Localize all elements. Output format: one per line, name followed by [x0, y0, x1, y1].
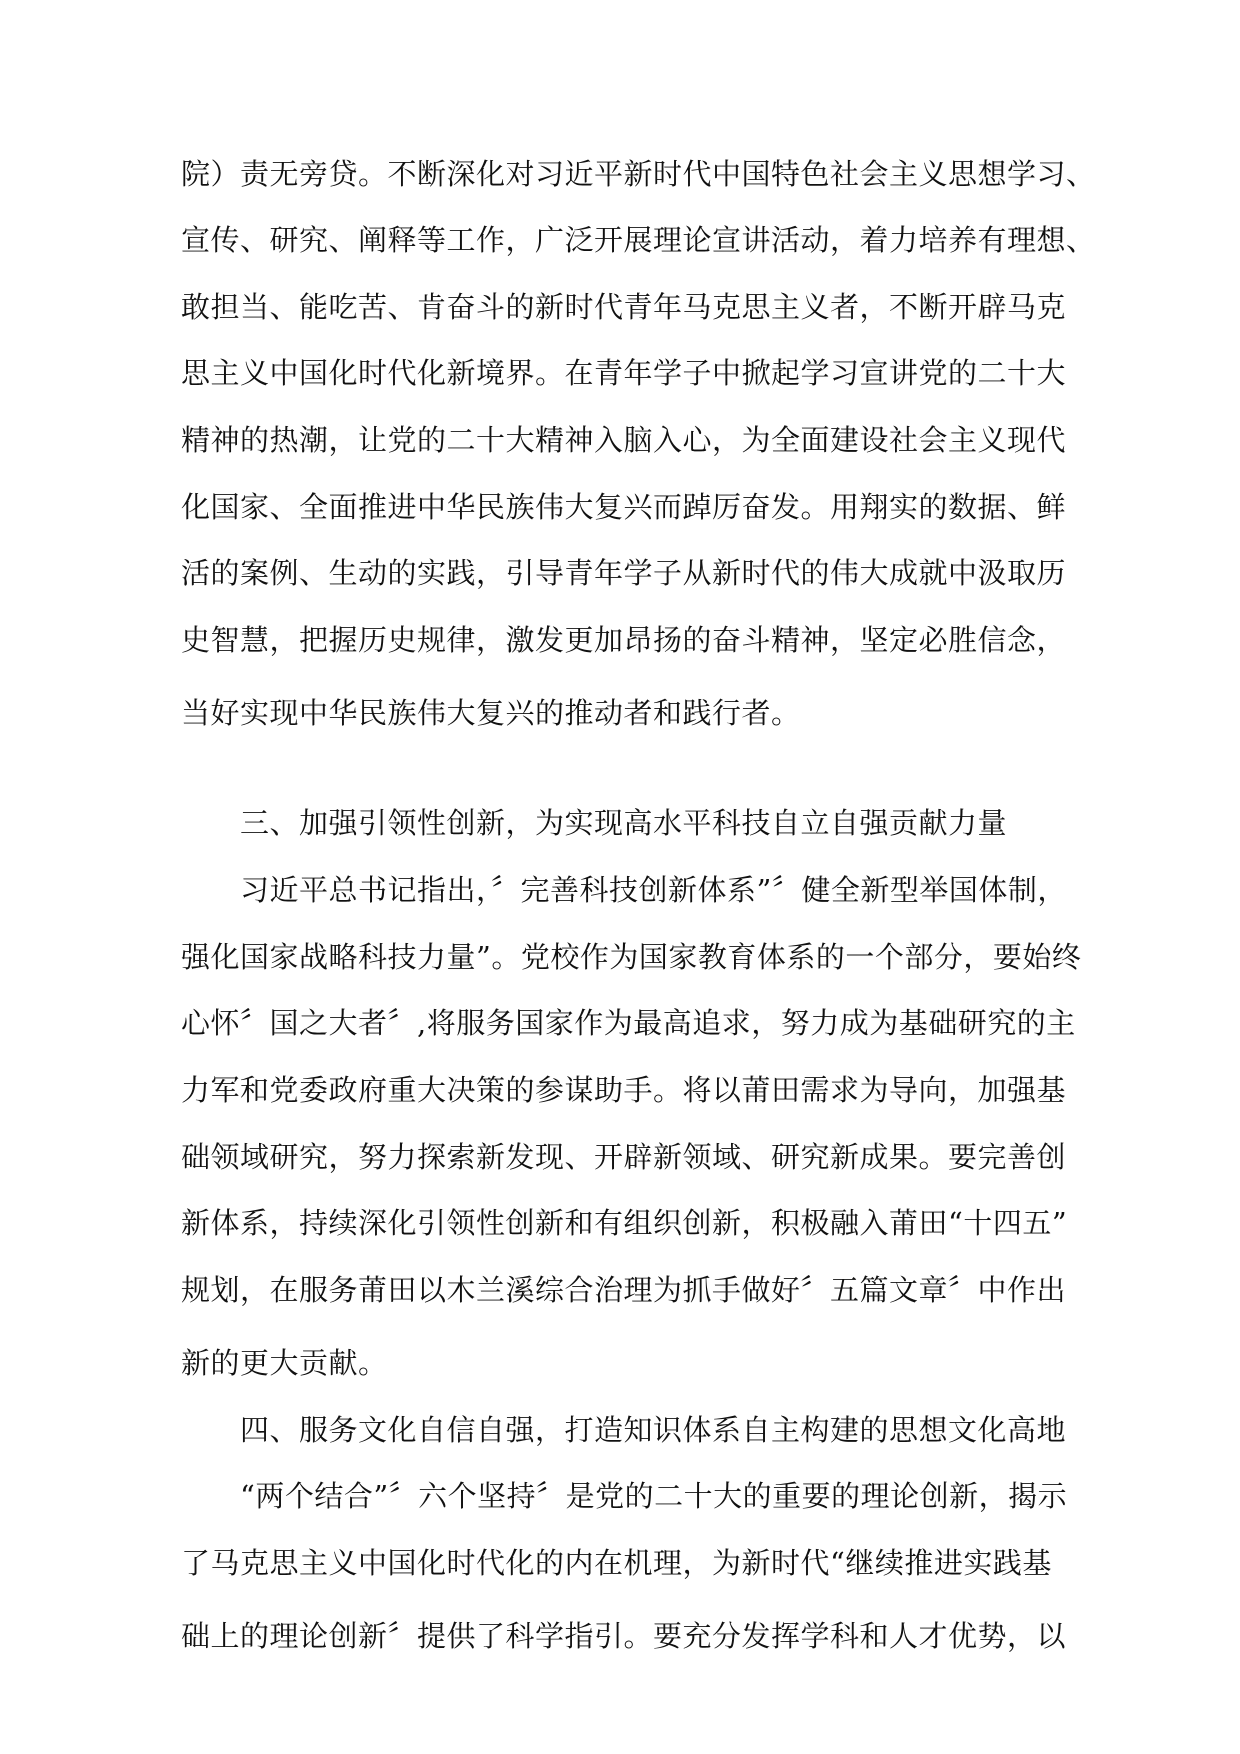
body-text-line: 础上的理论创新〞提供了科学指引。要充分发挥学科和人才优势，以 — [181, 1619, 1067, 1653]
body-text-line: 新的更大贡献。 — [181, 1346, 388, 1380]
body-text-line: 了马克思主义中国化时代化的内在机理，为新时代“继续推进实践基 — [181, 1546, 1052, 1580]
section-heading: 三、加强引领性创新，为实现高水平科技自立自强贡献力量 — [240, 806, 1008, 840]
body-text-line: 敢担当、能吃苦、肯奋斗的新时代青年马克思主义者，不断开辟马克 — [181, 290, 1067, 324]
body-text-line: 力军和党委政府重大决策的参谋助手。将以莆田需求为导向，加强基 — [181, 1073, 1067, 1107]
body-text-line: “两个结合”〞六个坚持〞是党的二十大的重要的理论创新，揭示 — [240, 1479, 1068, 1513]
body-text-line: 精神的热潮，让党的二十大精神入脑入心，为全面建设社会主义现代 — [181, 423, 1067, 457]
body-text-line: 习近平总书记指出，〞完善科技创新体系”〞健全新型举国体制， — [240, 873, 1067, 907]
body-text-line: 心怀〞国之大者〞,将服务国家作为最高追求，努力成为基础研究的主 — [181, 1006, 1076, 1040]
body-text-line: 活的案例、生动的实践，引导青年学子从新时代的伟大成就中汲取历 — [181, 556, 1067, 590]
body-text-line: 史智慧，把握历史规律，激发更加昂扬的奋斗精神，坚定必胜信念， — [181, 623, 1067, 657]
body-text-line: 宣传、研究、阐释等工作，广泛开展理论宣讲活动，着力培养有理想、 — [181, 223, 1096, 257]
body-text-line: 规划，在服务莆田以木兰溪综合治理为抓手做好〞五篇文章〞中作出 — [181, 1273, 1067, 1307]
body-text-line: 院）责无旁贷。不断深化对习近平新时代中国特色社会主义思想学习、 — [181, 157, 1096, 191]
section-heading: 四、服务文化自信自强，打造知识体系自主构建的思想文化高地 — [240, 1413, 1067, 1447]
body-text-line: 思主义中国化时代化新境界。在青年学子中掀起学习宣讲党的二十大 — [181, 356, 1067, 390]
body-text-line: 强化国家战略科技力量”。党校作为国家教育体系的一个部分，要始终 — [181, 940, 1082, 974]
body-text-line: 化国家、全面推进中华民族伟大复兴而踔厉奋发。用翔实的数据、鲜 — [181, 490, 1067, 524]
body-text-line: 当好实现中华民族伟大复兴的推动者和践行者。 — [181, 696, 801, 730]
body-text-line: 新体系，持续深化引领性创新和有组织创新，积极融入莆田“十四五” — [181, 1206, 1068, 1240]
body-text-line: 础领域研究，努力探索新发现、开辟新领域、研究新成果。要完善创 — [181, 1140, 1067, 1174]
